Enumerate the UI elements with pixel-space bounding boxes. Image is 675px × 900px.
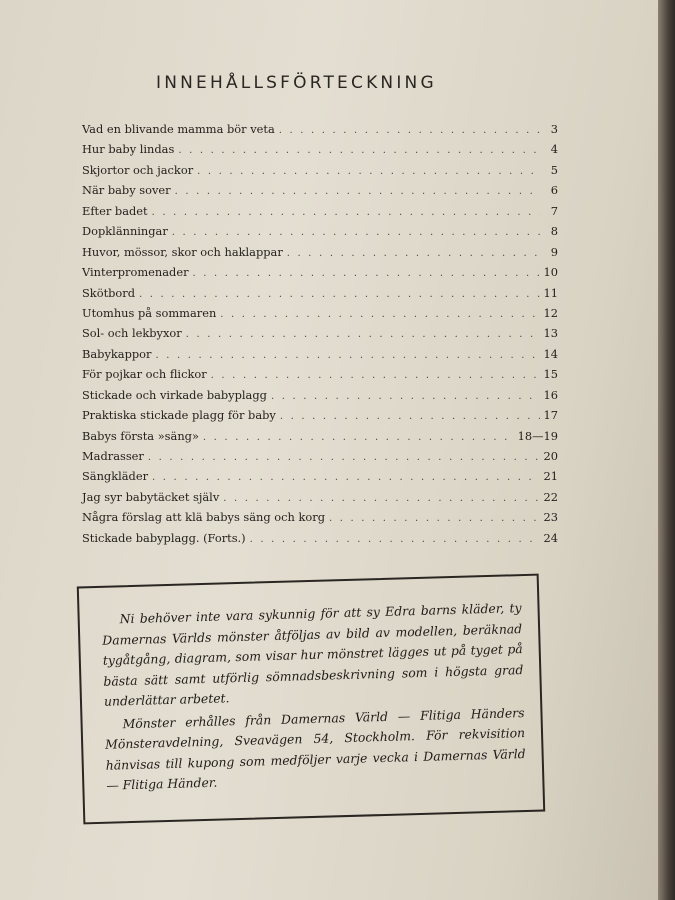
toc-entry-label: Vinterpromenader xyxy=(82,265,189,280)
toc-entry-page: 12 xyxy=(543,305,558,320)
leader-dots xyxy=(250,534,540,545)
page-title: INNEHÅLLSFÖRTECKNING xyxy=(156,73,437,94)
leader-dots xyxy=(178,145,540,156)
toc-entry-label: Babys första »säng» xyxy=(82,428,199,443)
leader-dots xyxy=(287,248,540,259)
toc-entry-page: 21 xyxy=(543,469,558,484)
leader-dots xyxy=(223,493,539,504)
toc-entry-page: 4 xyxy=(550,142,558,157)
toc-entry xyxy=(82,326,558,346)
toc-entry-label: Madrasser xyxy=(82,449,144,463)
leader-dots xyxy=(271,391,540,402)
toc-entry-label: Dopklänningar xyxy=(82,224,168,239)
toc-entry-page: 3 xyxy=(550,122,558,136)
toc-entry xyxy=(82,306,558,326)
toc-entry-label: Utomhus på sommaren xyxy=(82,305,217,320)
toc-entry-page: 5 xyxy=(550,162,558,177)
toc-entry-label: Huvor, mössor, skor och haklappar xyxy=(82,244,283,259)
toc-entry-page: 17 xyxy=(543,408,558,423)
toc-entry-page: 16 xyxy=(543,387,558,402)
toc-entry-label: För pojkar och flickor xyxy=(82,367,207,382)
toc-entry-label: Några förslag att klä babys säng och korg xyxy=(82,510,325,525)
toc-entry xyxy=(82,265,558,285)
book-spine-shadow xyxy=(658,0,675,900)
toc-entry-page: 13 xyxy=(543,326,558,341)
leader-dots xyxy=(279,125,540,136)
toc-entry xyxy=(82,449,558,469)
toc-entry-label: När baby sover xyxy=(82,183,171,198)
toc-entry xyxy=(82,224,558,244)
leader-dots xyxy=(197,166,540,177)
toc-entry-label: Hur baby lindas xyxy=(82,142,175,157)
toc-entry-page: 11 xyxy=(543,285,558,300)
toc-entry xyxy=(82,286,558,306)
table-of-contents xyxy=(82,122,558,551)
toc-entry-label: Sol- och lekbyxor xyxy=(82,326,182,341)
toc-entry-page: 8 xyxy=(550,224,558,239)
leader-dots xyxy=(152,472,539,483)
toc-entry-page: 9 xyxy=(550,244,558,259)
toc-entry xyxy=(82,531,558,551)
leader-dots xyxy=(152,207,540,218)
leader-dots xyxy=(211,370,540,381)
notice-box xyxy=(77,574,545,825)
leader-dots xyxy=(139,289,539,300)
toc-entry-page: 18—19 xyxy=(517,428,558,443)
toc-entry xyxy=(82,347,558,367)
leader-dots xyxy=(280,411,540,422)
toc-entry-label: Stickade och virkade babyplagg xyxy=(82,387,267,402)
toc-entry-page: 22 xyxy=(543,489,558,504)
toc-entry-label: Babykappor xyxy=(82,346,152,361)
toc-entry-label: Praktiska stickade plagg för baby xyxy=(82,408,276,423)
toc-entry xyxy=(82,388,558,408)
notice-paragraph-sewing: Ni behöver inte vara sykunnig för att sy Edra barns kläder, ty Damernas Världs mönster åtföljas av bild av modellen, beräknad tygåtgång, diagram, som visar hur mönstret lägges ut på tyget på bästa sätt samt utförlig sömnadsbeskrivning som i högsta grad underlättar arbetet. xyxy=(102,600,524,709)
toc-entry-page: 6 xyxy=(550,183,558,198)
toc-entry xyxy=(82,510,558,530)
toc-entry-label: Stickade babyplagg. (Forts.) xyxy=(82,530,246,545)
toc-entry xyxy=(82,183,558,203)
toc-entry xyxy=(82,163,558,183)
toc-entry-label: Jag syr babytäcket själv xyxy=(82,489,220,504)
leader-dots xyxy=(175,186,540,197)
toc-entry-page: 23 xyxy=(543,510,558,525)
leader-dots xyxy=(193,268,540,279)
toc-entry xyxy=(82,204,558,224)
toc-entry-page: 20 xyxy=(543,449,558,463)
leader-dots xyxy=(148,452,540,463)
toc-entry xyxy=(82,429,558,449)
toc-entry-page: 15 xyxy=(543,367,558,382)
toc-entry-label: Sängkläder xyxy=(82,469,149,484)
toc-entry xyxy=(82,408,558,428)
toc-entry xyxy=(82,490,558,510)
toc-entry-page: 7 xyxy=(550,203,558,218)
leader-dots xyxy=(172,227,540,238)
toc-entry-label: Skjortor och jackor xyxy=(82,162,194,177)
toc-entry xyxy=(82,245,558,265)
toc-entry-label: Efter badet xyxy=(82,203,148,218)
toc-entry-page: 10 xyxy=(543,265,558,280)
toc-entry xyxy=(82,469,558,489)
toc-entry xyxy=(82,367,558,387)
toc-entry-label: Skötbord xyxy=(82,285,136,300)
notice-paragraph-ordering: Mönster erhålles från Damernas Värld — Flitiga Händers Mönsteravdelning, Sveavägen 54, Stockholm. För rekvisition hänvisas till kupong som medföljer varje vecka i Damernas Värld — Flitiga Händer. xyxy=(104,704,526,793)
leader-dots xyxy=(186,329,540,340)
toc-entry-page: 24 xyxy=(543,530,558,545)
toc-entry xyxy=(82,142,558,162)
leader-dots xyxy=(329,513,540,524)
leader-dots xyxy=(220,309,539,320)
toc-entry xyxy=(82,122,558,142)
leader-dots xyxy=(155,350,539,361)
toc-entry-page: 14 xyxy=(543,346,558,361)
leader-dots xyxy=(203,432,514,443)
toc-entry-label: Vad en blivande mamma bör veta xyxy=(82,122,275,136)
